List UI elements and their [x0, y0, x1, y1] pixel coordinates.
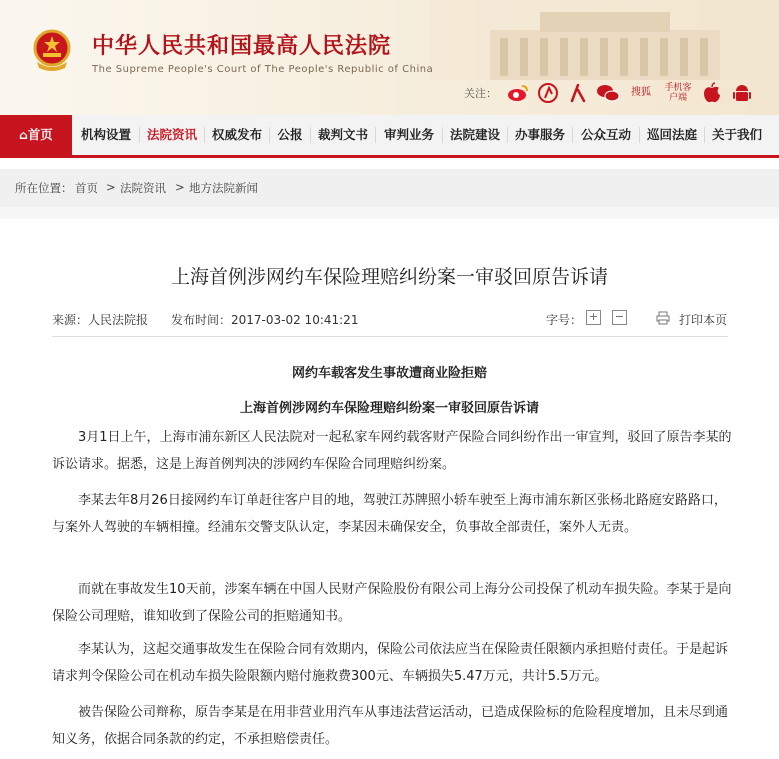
- weibo-icon[interactable]: [505, 80, 531, 106]
- article-subheading-1: 网约车载客发生事故遭商业险拒赔: [291, 366, 487, 381]
- breadcrumb-local-news[interactable]: 地方法院新闻: [189, 181, 258, 195]
- spacer-bar: [0, 207, 779, 219]
- article-paragraph: 李某认为，这起交通事故发生在保险合同有效期内，保险公司依法应当在保险责任限额内承担赔付责任。于是起诉请求判令保险公司在机动车损失险限额内赔付施救费300元、车辆损失5.47万元，共计5.5万元。: [52, 642, 729, 684]
- social-bar: [464, 79, 759, 107]
- nav-public-interaction[interactable]: 公众互动: [580, 127, 631, 142]
- article-paragraph: 3月1日上午，上海市浦东新区人民法院对一起私家车网约载客财产保险合同纠纷作出一审宣判，驳回了原告李某的诉讼请求。据悉，这是上海首例判决的涉网约车保险合同理赔纠纷案。: [52, 430, 732, 472]
- print-link[interactable]: 打印本页: [679, 313, 728, 327]
- home-icon: ⌂: [19, 128, 28, 142]
- nav-organization[interactable]: 机构设置: [80, 127, 131, 142]
- android-icon[interactable]: [729, 80, 755, 106]
- print-icon[interactable]: [656, 311, 670, 325]
- article-publish-time: 发布时间：2017-03-02 10:41:21: [171, 313, 359, 327]
- nav-about-us[interactable]: 关于我们: [711, 127, 762, 142]
- breadcrumb-court-news[interactable]: 法院资讯: [120, 181, 166, 195]
- font-size-label: 字号：: [546, 313, 583, 327]
- site-header: [0, 0, 779, 115]
- social-label: 关注：: [464, 87, 497, 100]
- article-subheading-2: 上海首例涉网约车保险理赔纠纷案一审驳回原告诉请: [239, 401, 539, 416]
- article-paragraph: 李某去年8月26日接网约车订单赶往客户目的地，驾驶江苏牌照小轿车驶至上海市浦东新区张杨北路庭安路路口，与案外人驾驶的车辆相撞。经浦东交警支队认定，李某因未确保安全，负事故全部责任，案外人无责。: [52, 493, 727, 535]
- person-icon[interactable]: [565, 80, 591, 106]
- main-nav: [0, 115, 779, 158]
- article-title: 上海首例涉网约车保险理赔纠纷案一审驳回原告诉请: [170, 266, 608, 288]
- nav-home[interactable]: ⌂首页: [0, 115, 72, 155]
- article-paragraph: 而就在事故发生10天前，涉案车辆在中国人民财产保险股份有限公司上海分公司投保了机动车损失险。李某于是向保险公司理赔，谁知收到了保险公司的拒赔通知书。: [52, 582, 732, 624]
- nav-court-news[interactable]: 法院资讯: [146, 127, 197, 142]
- nav-authoritative-release[interactable]: 权威发布: [211, 127, 262, 142]
- meta-divider: [52, 336, 728, 337]
- nav-gazette[interactable]: 公报: [277, 127, 303, 142]
- site-name-cn[interactable]: 中华人民共和国最高人民法院: [92, 34, 392, 59]
- font-increase-button[interactable]: +: [586, 310, 601, 325]
- national-emblem-icon: [31, 28, 73, 72]
- apple-icon[interactable]: [699, 80, 725, 106]
- mobile-client-icon[interactable]: 手机客户端: [664, 83, 692, 103]
- wechat-icon[interactable]: [595, 80, 621, 106]
- breadcrumb-prefix: 所在位置：: [15, 181, 73, 195]
- font-decrease-button[interactable]: −: [612, 310, 627, 325]
- breadcrumb: [0, 169, 779, 207]
- nav-judgments[interactable]: 裁判文书: [317, 127, 368, 142]
- sohu-icon[interactable]: 搜狐: [631, 87, 651, 98]
- nav-services[interactable]: 办事服务: [514, 127, 565, 142]
- nav-court-construction[interactable]: 法院建设: [449, 127, 500, 142]
- nav-circuit-court[interactable]: 巡回法庭: [646, 127, 697, 142]
- people-weibo-icon[interactable]: [535, 80, 561, 106]
- nav-trial-business[interactable]: 审判业务: [383, 127, 434, 142]
- court-building-image: [430, 0, 779, 80]
- article-source: 来源：人民法院报: [52, 313, 149, 327]
- breadcrumb-home[interactable]: 首页: [75, 181, 98, 195]
- breadcrumb-separator: >: [175, 180, 185, 194]
- site-name-en: The Supreme People's Court of The People's Republic of China: [92, 64, 434, 75]
- breadcrumb-separator: >: [106, 180, 116, 194]
- article-paragraph: 被告保险公司辩称，原告李某是在用非营业用汽车从事违法营运活动，已造成保险标的危险程度增加，且未尽到通知义务，依据合同条款的约定，不承担赔偿责任。: [52, 705, 729, 747]
